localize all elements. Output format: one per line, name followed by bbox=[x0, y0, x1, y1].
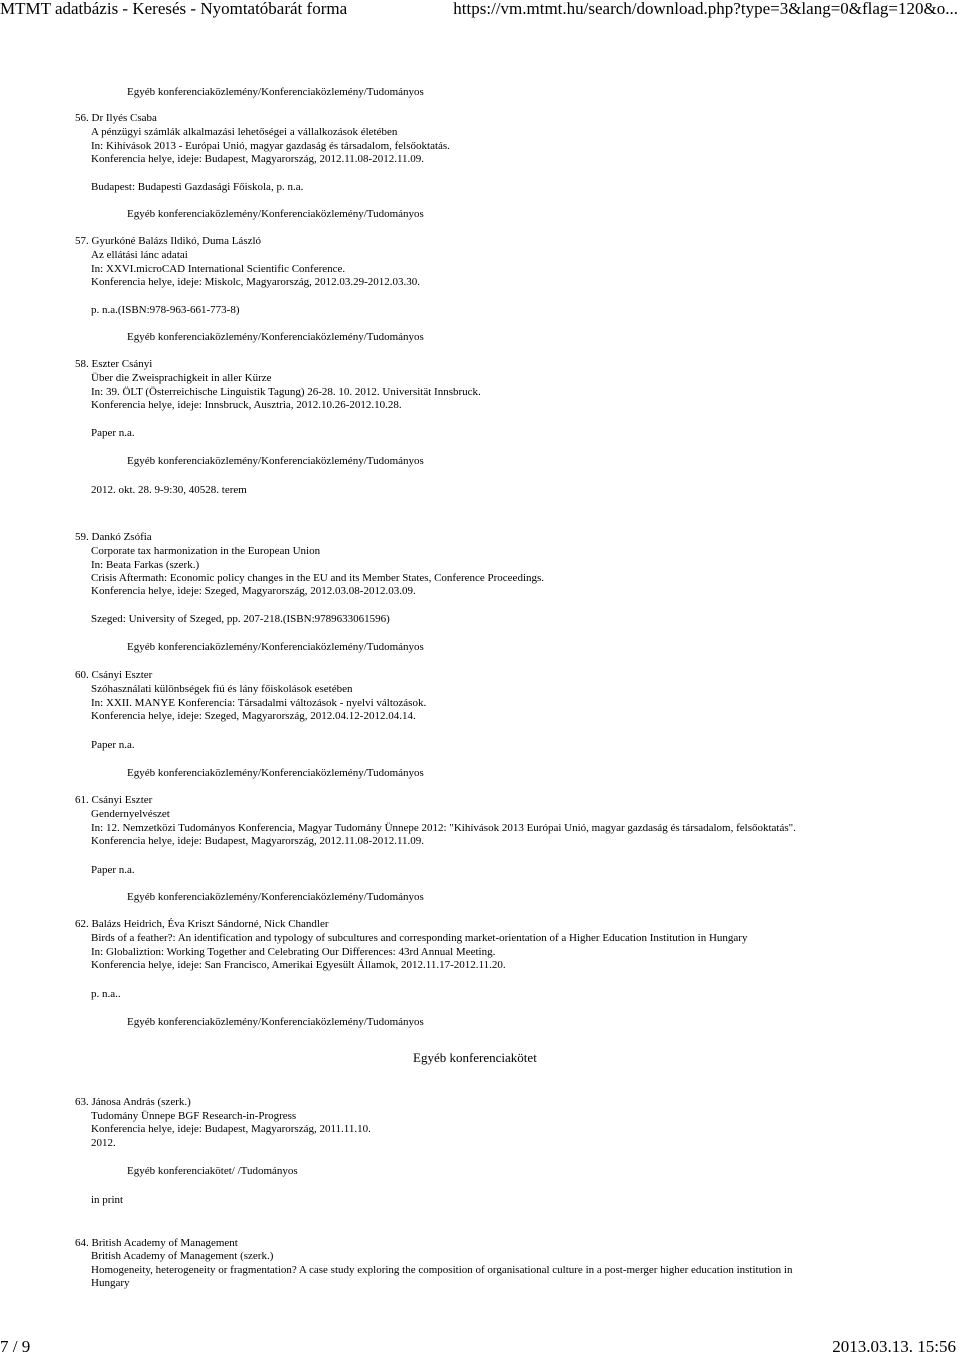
category-label: Egyéb konferenciaközlemény/Konferenciaközlemény/Tudományos bbox=[127, 641, 424, 653]
entry-pages: Paper n.a. bbox=[91, 739, 135, 751]
entry-conference: Konferencia helye, ideje: San Francisco, Amerikai Egyesült Államok, 2012.11.17-2012.11.20. bbox=[91, 959, 506, 971]
entry-author-line: 64. British Academy of Management bbox=[75, 1237, 238, 1249]
entry-note: 2012. okt. 28. 9-9:30, 40528. terem bbox=[91, 484, 247, 496]
category-label: Egyéb konferenciaközlemény/Konferenciaközlemény/Tudományos bbox=[127, 455, 424, 467]
entry-year: 2012. bbox=[91, 1137, 116, 1149]
entry-author-line: 59. Dankó Zsófia bbox=[75, 531, 152, 543]
entry-author-line: 57. Gyurkóné Balázs Ildikó, Duma László bbox=[75, 235, 262, 247]
page-number: 7 / 9 bbox=[0, 1337, 31, 1356]
section-heading: Egyéb konferenciakötet bbox=[413, 1050, 537, 1065]
entry-title-continued: Hungary bbox=[91, 1277, 130, 1289]
category-label: Egyéb konferenciaközlemény/Konferenciaközlemény/Tudományos bbox=[127, 331, 424, 343]
entry-conference: Konferencia helye, ideje: Budapest, Magyarország, 2012.11.08-2012.11.09. bbox=[91, 835, 425, 847]
entry-pages: Budapest: Budapesti Gazdasági Főiskola, p. n.a. bbox=[91, 181, 304, 193]
entry-conference: Konferencia helye, ideje: Budapest, Magyarország, 2011.11.10. bbox=[91, 1123, 371, 1135]
entry-editor: British Academy of Management (szerk.) bbox=[91, 1250, 274, 1262]
entry-conference: Konferencia helye, ideje: Szeged, Magyarország, 2012.04.12-2012.04.14. bbox=[91, 710, 416, 722]
category-label: Egyéb konferenciakötet/ /Tudományos bbox=[127, 1165, 298, 1177]
entry-note: in print bbox=[91, 1194, 124, 1206]
entry-title: Über die Zweisprachigkeit in aller Kürze bbox=[91, 372, 272, 384]
entry-pages: Paper n.a. bbox=[91, 864, 135, 876]
entry-title: Tudomány Ünnepe BGF Research-in-Progress bbox=[91, 1110, 297, 1122]
entry-author-line: 60. Csányi Eszter bbox=[75, 669, 153, 681]
entry-pages: Szeged: University of Szeged, pp. 207-218.(ISBN:9789633061596) bbox=[91, 613, 390, 625]
print-timestamp: 2013.03.13. 15:56 bbox=[832, 1337, 956, 1356]
entry-source: In: Kihívások 2013 - Európai Unió, magyar gazdaság és társadalom, felsőoktatás. bbox=[91, 140, 450, 152]
category-label: Egyéb konferenciaközlemény/Konferenciaközlemény/Tudományos bbox=[127, 1016, 424, 1028]
entry-pages: p. n.a.. bbox=[91, 988, 121, 1000]
entry-source: In: 39. ÖLT (Österreichische Linguistik Tagung) 26-28. 10. 2012. Universität Innsbruck. bbox=[91, 386, 481, 398]
entry-source: In: 12. Nemzetközi Tudományos Konferencia, Magyar Tudomány Ünnepe 2012: "Kihívások 2013 Európai Unió, magyar gazdaság és társadalom, felsőoktatás". bbox=[91, 822, 796, 834]
entry-source: In: XXII. MANYE Konferencia: Társadalmi változások - nyelvi változások. bbox=[91, 697, 427, 709]
entry-conference: Konferencia helye, ideje: Szeged, Magyarország, 2012.03.08-2012.03.09. bbox=[91, 585, 416, 597]
entry-conference: Konferencia helye, ideje: Budapest, Magyarország, 2012.11.08-2012.11.09. bbox=[91, 153, 425, 165]
entry-source: In: Globaliztion: Working Together and Celebrating Our Differences: 43rd Annual Meeting. bbox=[91, 946, 496, 958]
entry-pages: Paper n.a. bbox=[91, 427, 135, 439]
document-title: MTMT adatbázis - Keresés - Nyomtatóbarát forma bbox=[0, 0, 348, 18]
entry-author-line: 61. Csányi Eszter bbox=[75, 794, 153, 806]
entry-conference: Konferencia helye, ideje: Innsbruck, Ausztria, 2012.10.26-2012.10.28. bbox=[91, 399, 402, 411]
category-label: Egyéb konferenciaközlemény/Konferenciaközlemény/Tudományos bbox=[127, 891, 424, 903]
entry-author-line: 62. Balázs Heidrich, Éva Kriszt Sándorné, Nick Chandler bbox=[75, 918, 329, 930]
entry-pages: p. n.a.(ISBN:978-963-661-773-8) bbox=[91, 304, 240, 316]
category-label: Egyéb konferenciaközlemény/Konferenciaközlemény/Tudományos bbox=[127, 86, 424, 98]
entry-title: A pénzügyi számlák alkalmazási lehetőségei a vállalkozások életében bbox=[91, 126, 398, 138]
category-label: Egyéb konferenciaközlemény/Konferenciaközlemény/Tudományos bbox=[127, 208, 424, 220]
document-url[interactable]: https://vm.mtmt.hu/search/download.php?type=3&lang=0&flag=120&o... bbox=[453, 0, 958, 18]
entry-author-line: 63. Jánosa András (szerk.) bbox=[75, 1096, 191, 1108]
entry-title: Szóhasználati különbségek fiú és lány főiskolások esetében bbox=[91, 683, 353, 695]
entry-source: In: Beata Farkas (szerk.) bbox=[91, 559, 200, 571]
entry-author-line: 56. Dr Ilyés Csaba bbox=[75, 112, 157, 124]
entry-title: Gendernyelvészet bbox=[91, 808, 170, 820]
entry-proceedings: Crisis Aftermath: Economic policy changes in the EU and its Member States, Conference Proceedings. bbox=[91, 572, 545, 584]
entry-title: Az ellátási lánc adatai bbox=[91, 249, 188, 261]
entry-title: Corporate tax harmonization in the European Union bbox=[91, 545, 321, 557]
entry-title: Homogeneity, heterogeneity or fragmentation? A case study exploring the composition of organisational culture in a post-merger higher education institution in bbox=[91, 1264, 793, 1276]
entry-title: Birds of a feather?: An identification and typology of subcultures and corresponding market-orientation of a Higher Education Institution in Hungary bbox=[91, 932, 748, 944]
entry-conference: Konferencia helye, ideje: Miskolc, Magyarország, 2012.03.29-2012.03.30. bbox=[91, 276, 420, 288]
entry-author-line: 58. Eszter Csányi bbox=[75, 358, 153, 370]
entry-source: In: XXVI.microCAD International Scientific Conference. bbox=[91, 263, 346, 275]
category-label: Egyéb konferenciaközlemény/Konferenciaközlemény/Tudományos bbox=[127, 767, 424, 779]
